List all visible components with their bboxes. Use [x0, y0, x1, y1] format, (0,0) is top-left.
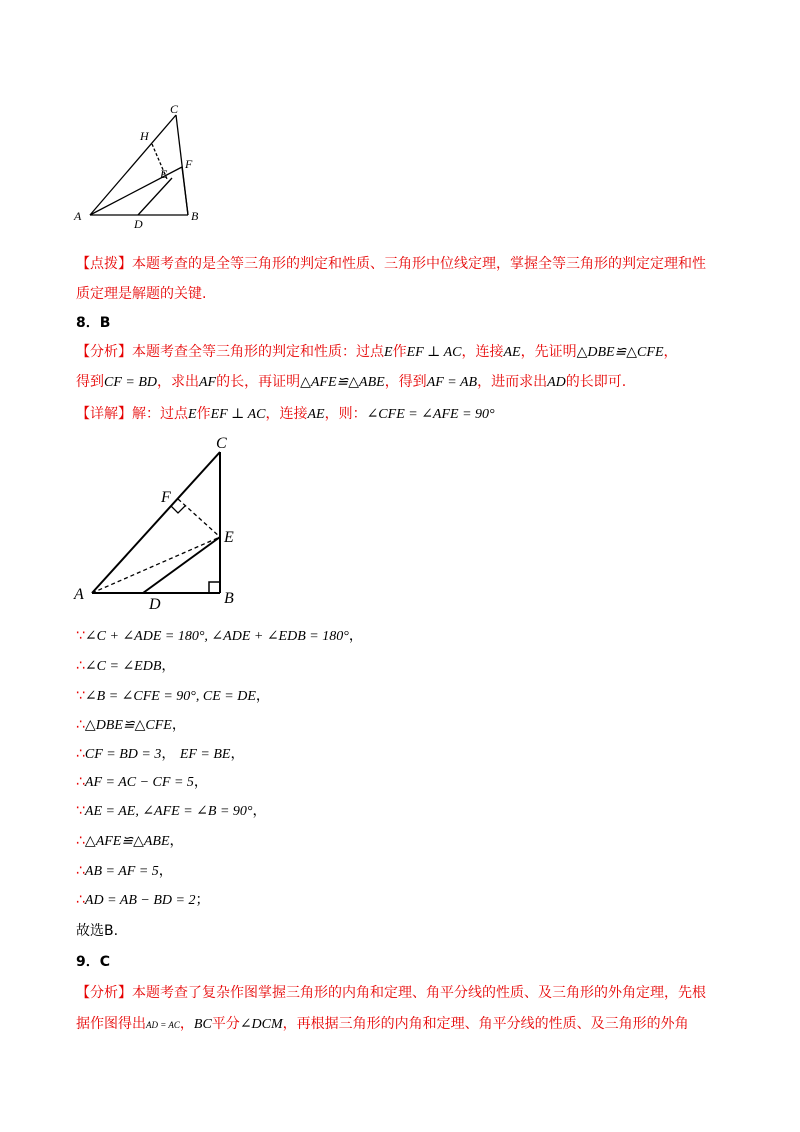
q8-fenxi-line-1: 【分析】本题考查全等三角形的判定和性质：过点E作EF ⊥ AC，连接AE，先证明△DBE≌△CFE， [76, 344, 678, 360]
q8-step-4: ∴△DBE≌△CFE， [76, 717, 186, 733]
fig2-label-c: C [216, 435, 227, 452]
dianbo-line-1: 【点拨】本题考查的是全等三角形的判定和性质、三角形中位线定理，掌握全等三角形的判定定理和性 [76, 256, 706, 272]
q9-fenxi-line-2: 据作图得出AD = AC，BC平分∠DCM，再根据三角形的内角和定理、角平分线的性质、及三角形的外角 [76, 1016, 689, 1032]
q8-xiangjie-line: 【详解】解：过点E作EF ⊥ AC，连接AE，则：∠CFE = ∠AFE = 90° [76, 406, 495, 422]
q8-step-9: ∴AB = AF = 5， [76, 863, 173, 879]
fig2-label-b: B [224, 590, 234, 607]
q8-step-7: ∵AE = AE, ∠AFE = ∠B = 90°， [76, 803, 267, 819]
q8-conclusion: 故选B. [76, 923, 119, 939]
fig2-label-d: D [149, 596, 161, 612]
q8-step-10: ∴AD = AB − BD = 2； [76, 892, 210, 908]
q9-header: 9．C [76, 954, 111, 970]
fig2-label-f: F [161, 489, 171, 506]
dianbo-line-2: 质定理是解题的关键. [76, 286, 207, 302]
q8-step-6: ∴AF = AC − CF = 5， [76, 774, 208, 790]
q8-step-3: ∵∠B = ∠CFE = 90°, CE = DE， [76, 688, 270, 704]
fig2-label-a: A [74, 586, 84, 603]
fig1-label-d: D [134, 217, 143, 231]
q8-header: 8．B [76, 315, 111, 331]
fig2-label-e: E [224, 529, 234, 546]
fig1-label-e: E [160, 167, 168, 181]
q8-step-1: ∵∠C + ∠ADE = 180°, ∠ADE + ∠EDB = 180°， [76, 628, 363, 644]
figure-1-triangle [70, 100, 220, 235]
q8-step-8: ∴△AFE≌△ABE， [76, 833, 184, 849]
q8-step-5: ∴CF = BD = 3， EF = BE， [76, 746, 245, 762]
fig1-label-c: C [170, 102, 179, 116]
q8-fenxi-line-2: 得到CF = BD，求出AF的长，再证明△AFE≌△ABE，得到AF = AB，进而求出AD的长即可. [76, 374, 627, 390]
fig1-label-a: A [74, 209, 82, 223]
q9-fenxi-line-1: 【分析】本题考查了复杂作图掌握三角形的内角和定理、角平分线的性质、及三角形的外角定理，先根 [76, 985, 706, 1001]
fig1-label-f: F [185, 157, 193, 171]
fig1-label-h: H [140, 129, 149, 143]
fig1-label-b: B [191, 209, 199, 223]
figure-2-right-triangle [70, 432, 250, 612]
q8-step-2: ∴∠C = ∠EDB， [76, 658, 176, 674]
